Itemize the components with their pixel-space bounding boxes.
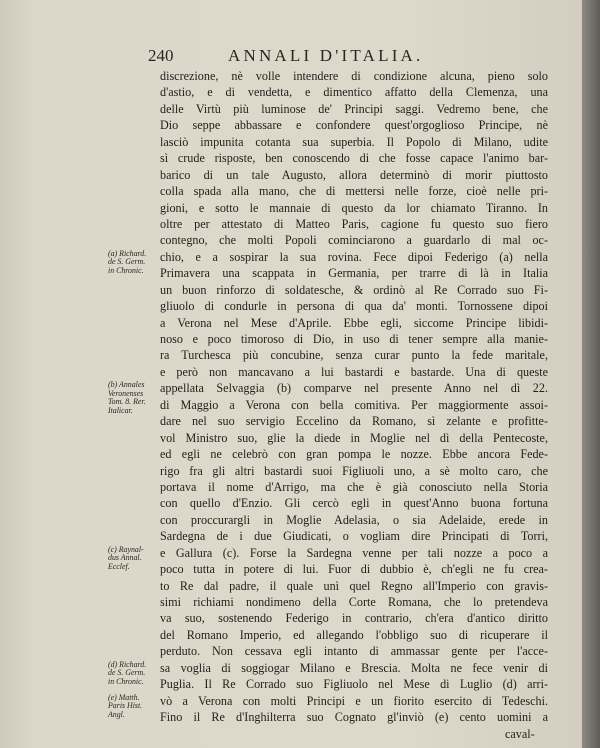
marginal-note-line: Paris Hist. — [108, 701, 143, 711]
marginal-note-b — [108, 381, 160, 415]
marginal-note-line: in Chronic. — [108, 676, 144, 686]
text-line: portava il nome d'Arrigo, ma che è già conosciuto nella Storia — [160, 479, 548, 494]
text-line: sì crude risposte, ben conoscendo di che fosse capace l'animo bar- — [160, 151, 548, 166]
text-line: ed egli ne celebrò con gran pompa le nozze. Ebbe ancora Fede- — [160, 447, 548, 462]
text-line: discrezione, nè volle intendere di condizione alcuna, pieno solo — [160, 69, 548, 83]
text-line: va suo, sostenendo Federigo in contrario, ch'era d'antico diritto — [160, 611, 548, 626]
text-line: a Verona nel Mese d'Aprile. Ebbe egli, siccome Principe libidi- — [160, 315, 548, 330]
text-line: to Re dal padre, il quale unì quel Regno all'Imperio con gravis- — [160, 578, 548, 593]
text-line: e però non mancavano a lui bastardi e bastarde. Una di queste — [160, 364, 548, 379]
text-line: con quello d'Enzio. Gli cercò egli in quest'Anno buona fortuna — [160, 496, 548, 511]
text-line: del Romano Imperio, ed allegando l'obbligo suo di ricuperare il — [160, 627, 548, 642]
text-line: gliuolo di condurle in persona di qua da' monti. Tornossene dipoi — [160, 299, 548, 314]
marginal-note-line: Angl. — [108, 709, 125, 719]
marginal-note-line: (a) Richard. — [108, 248, 147, 258]
marginal-note-line: (e) Matth. — [108, 692, 140, 702]
text-line: Fino il Re d'Inghilterra suo Cognato gl'inviò (e) cento uomini a — [160, 710, 548, 725]
text-line: chio, e a sospirar la sua rovina. Fece dipoi Federigo (a) nella — [160, 249, 548, 264]
running-title: ANNALI D'ITALIA. — [228, 46, 424, 65]
text-line: rigo fra gli altri bastardi suoi Figliuoli uno, a sè molto caro, che — [160, 463, 548, 478]
marginal-note-line: Tom. 8. Rer. — [108, 397, 146, 407]
marginal-note-line: (d) Richard. — [108, 659, 147, 669]
marginal-note-c — [108, 546, 160, 572]
marginal-note-line: de S. Germ. — [108, 257, 146, 267]
text-line: noso e poco timoroso di Dio, in uso di tener sempre alla manie- — [160, 332, 548, 347]
marginal-note-line: (b) Annales — [108, 380, 145, 390]
text-line: vol Ministro suo, glie la diede in Moglie nel dì della Pentecoste, — [160, 430, 548, 445]
text-line: dare nel suo servigio Eccelino da Romano, sì zelante e profitte- — [160, 414, 548, 429]
marginal-note-e — [108, 694, 160, 720]
text-line: Primavera una scappata in Germania, per trarre di là in Italia — [160, 266, 548, 281]
marginal-note-line: dus Annal. — [108, 553, 142, 563]
page-number: 240 — [148, 46, 174, 65]
marginal-note-a — [108, 250, 160, 276]
text-line: delle Virtù più luminose de' Principi saggi. Vedremo bene, che — [160, 101, 548, 116]
text-line: caval- — [505, 726, 535, 741]
marginal-note-line: Italicar. — [108, 405, 133, 415]
text-line: e Gallura (c). Forse la Sardegna venne per tali nozze a poco a — [160, 545, 548, 560]
text-line: d'astio, e di vendetta, e dimentico affatto della Clemenza, una — [160, 85, 548, 100]
text-line: perduto. Non cessava egli intanto di ammassar gente per l'acce- — [160, 644, 548, 659]
text-line: colla spada alla mano, che di mettersi nelle forze, cioè nelle pri- — [160, 184, 548, 199]
text-line: sa voglia di soggiogar Milano e Brescia. Molta ne fece venir di — [160, 660, 548, 675]
text-line: Puglia. Il Re Corrado suo Figliuolo nel Mese di Luglio (d) arri- — [160, 677, 548, 692]
text-line: poco tutta in potere di lui. Fuor di dubbio è, ch'egli ne fu crea- — [160, 562, 548, 577]
text-line: simi richiami nondimeno della Corte Romana, che lo pretendeva — [160, 595, 548, 610]
text-line: oltre per attestato di Matteo Paris, cagione fu questo suo fiero — [160, 216, 548, 231]
text-line: appellata Selvaggia (b) comparve nel presente Anno nel dì 22. — [160, 381, 548, 396]
text-line: ra Turchesca più concubine, senza curar punto la fede maritale, — [160, 348, 548, 363]
text-line: un buon rinforzo di soldatesche, & ordinò al Re Corrado suo Fi- — [160, 282, 548, 297]
text-line: barico di un tale Augusto, allora determinò di morir piuttosto — [160, 167, 548, 182]
marginal-note-line: Ecclef. — [108, 561, 130, 571]
text-line: contegno, che molti Popoli cominciarono a guardarlo di mal oc- — [160, 233, 548, 248]
text-line: gioni, e sotto le mannaie di questo da lor chiamato Tiranno. In — [160, 200, 548, 215]
text-line: vò a Verona con molti Principi e un fiorito esercito di Tedeschi. — [160, 693, 548, 708]
text-line: Sardegna de i due Giudicati, o vogliam dire Principati di Torri, — [160, 529, 548, 544]
text-line: di Maggio a Verona con bella comitiva. Per maggiormente assoi- — [160, 397, 548, 412]
marginal-note-d — [108, 661, 160, 687]
text-line: con proccurargli in Moglie Adelasia, o sia Adelaide, erede in — [160, 512, 548, 527]
marginal-note-line: (c) Raynal- — [108, 544, 144, 554]
marginal-note-line: Veronenses — [108, 388, 144, 398]
text-line: Dio seppe abbassare e confondere quest'orgoglioso Principe, nè — [160, 118, 548, 133]
marginal-note-line: in Chronic. — [108, 265, 144, 275]
marginal-note-line: de S. Germ. — [108, 668, 146, 678]
text-line: lasciò impunita cotanta sua superbia. Il Popolo di Milano, udite — [160, 134, 548, 149]
